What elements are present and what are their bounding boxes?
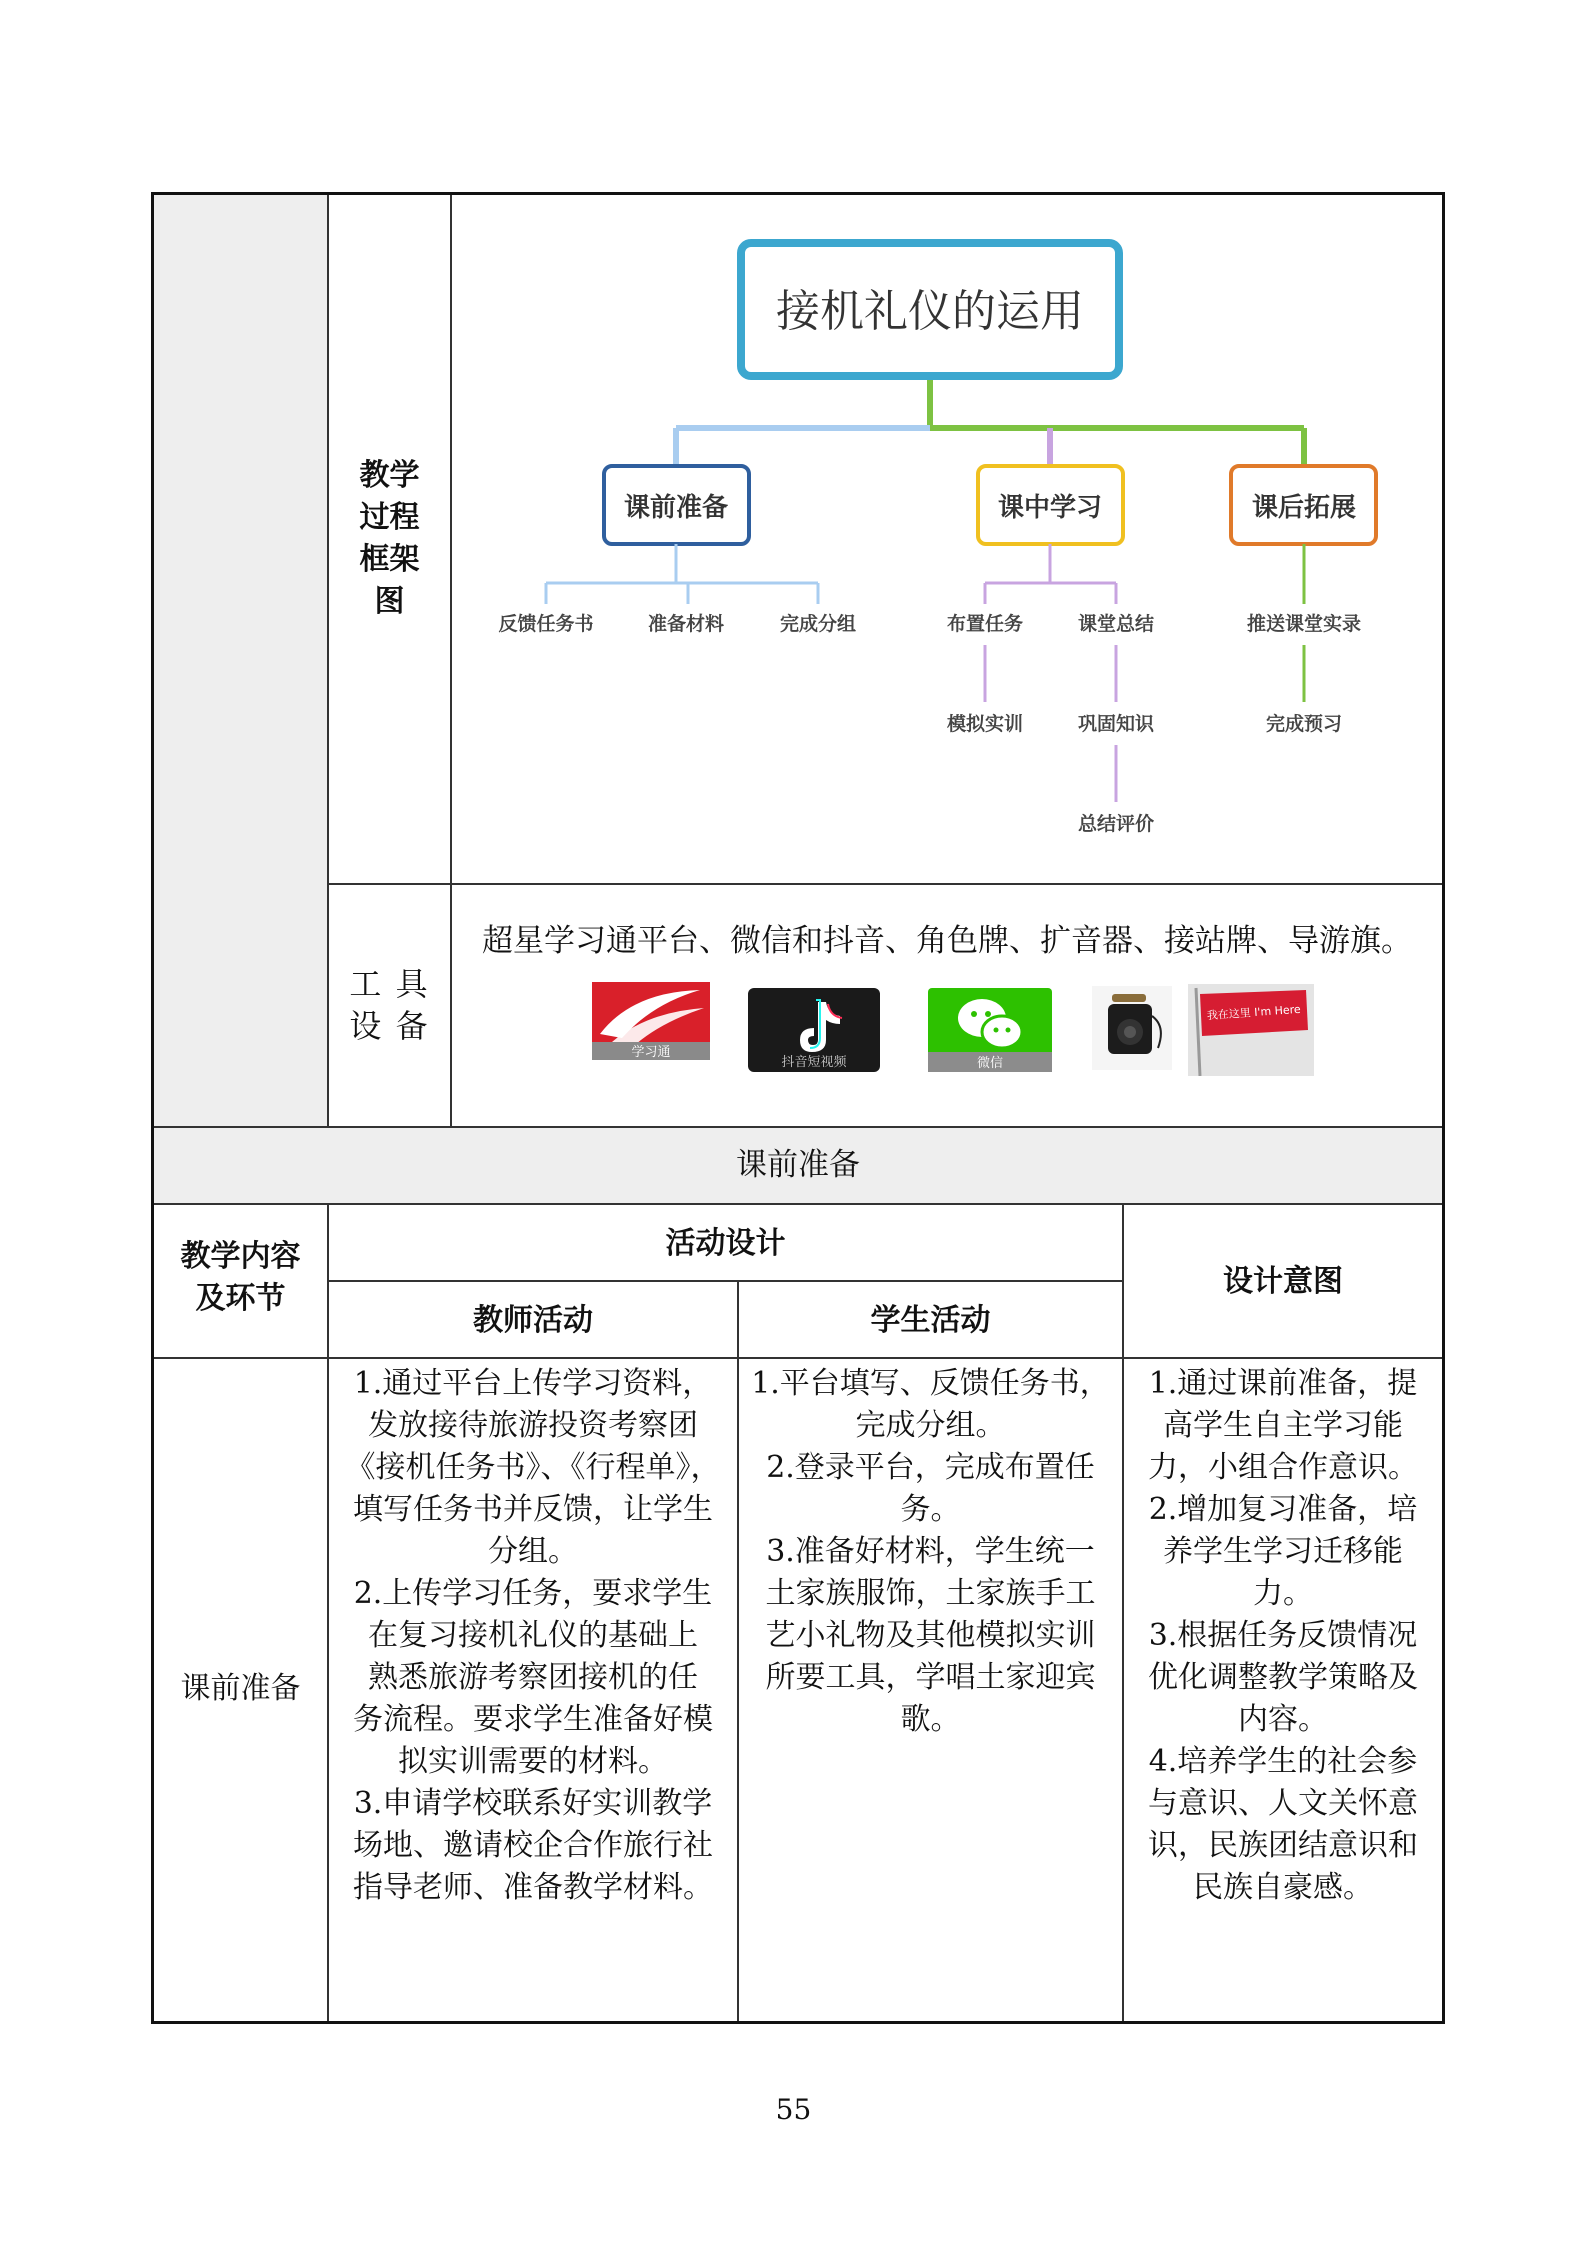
intent-line: 4.培养学生的社会参 [1148,1744,1418,1779]
header-content-stage-line: 教学内容 [180,1239,301,1274]
teacher-activity-text [335,1363,731,1909]
design-intent-text [1128,1363,1438,1909]
framework-diagram [452,196,1442,880]
student-line: 3.准备好材料，学生统一 [766,1534,1095,1569]
icon-caption: 微信 [976,1056,1004,1071]
leaf-label: 总结评价 [1077,813,1155,835]
teacher-line: 指导老师、准备教学材料。 [353,1870,713,1905]
teacher-line: 分组。 [488,1534,578,1569]
header-teacher-activity: 教师活动 [473,1303,593,1338]
student-line: 所要工具，学唱土家迎宾 [765,1660,1096,1695]
teacher-line: 在复习接机礼仪的基础上 [368,1618,698,1653]
student-line: 务。 [900,1492,961,1527]
left-gray-column [154,195,327,1126]
leaf-label: 推送课堂实录 [1246,613,1362,635]
grid-line [154,1357,1442,1359]
teacher-line: 熟悉旅游考察团接机的任 [368,1660,698,1695]
icon-caption: 学习通 [631,1045,671,1060]
student-activity-text [743,1363,1118,1741]
intent-line: 养学生学习迁移能 [1163,1534,1403,1569]
leaf-label: 完成分组 [779,613,857,635]
header-content-stage-line: 及环节 [195,1281,286,1316]
teacher-line: 发放接待旅游投资考察团 [368,1408,698,1443]
tour-flag-photo [1188,984,1314,1076]
intent-line: 力。 [1253,1576,1313,1611]
leaf-label: 完成预习 [1265,713,1343,735]
leaf-label: 课堂总结 [1077,613,1155,635]
grid-line [737,1282,739,2021]
row-label-pre-class: 课前准备 [180,1671,301,1706]
tools-label [329,963,450,1047]
header-content-stage [154,1236,327,1320]
header-student-activity: 学生活动 [870,1303,991,1338]
leaf-label: 模拟实训 [946,713,1024,735]
teacher-line: 务流程。要求学生准备好模 [353,1702,713,1737]
teacher-line: 拟实训需要的材料。 [398,1744,668,1779]
tools-label-line: 工 具 [349,965,430,1003]
grid-line [327,883,1442,885]
framework-label-line: 过程 [359,500,420,535]
student-line: 土家族服饰，土家族手工 [765,1576,1096,1611]
intent-line: 2.增加复习准备，培 [1148,1492,1418,1527]
intent-line: 高学生自主学习能 [1163,1408,1403,1443]
teacher-line: 1.通过平台上传学习资料， [353,1366,713,1401]
student-line: 歌。 [900,1702,961,1737]
intent-line: 优化调整教学策略及 [1148,1660,1418,1695]
grid-line [327,1280,1122,1282]
leaf-label: 反馈任务书 [498,613,594,635]
teacher-line: 3.申请学校联系好实训教学 [353,1786,713,1821]
section-title: 课前准备 [736,1147,860,1183]
intent-line: 民族自豪感。 [1193,1870,1373,1905]
teacher-line: 填写任务书并反馈，让学生 [353,1492,713,1527]
xuexitong-logo [592,982,710,1060]
teacher-line: 场地、邀请校企合作旅行社 [353,1828,713,1863]
douyin-logo [748,988,880,1072]
student-line: 2.登录平台，完成布置任 [766,1450,1095,1485]
branch-label: 课前准备 [623,493,729,523]
intent-line: 识，民族团结意识和 [1148,1828,1418,1863]
intent-line: 3.根据任务反馈情况 [1148,1618,1418,1653]
intent-line: 内容。 [1238,1702,1328,1737]
student-line: 完成分组。 [855,1408,1006,1443]
tools-description: 超星学习通平台、微信和抖音、角色牌、扩音器、接站牌、导游旗。 [482,923,1412,959]
branch-label: 课中学习 [997,493,1103,523]
leaf-label: 准备材料 [647,613,725,635]
page-number: 55 [775,2093,812,2126]
leaf-label: 布置任务 [946,613,1024,635]
student-line: 艺小礼物及其他模拟实训 [765,1618,1096,1653]
framework-label-line: 框架 [359,542,420,577]
header-design-intent: 设计意图 [1223,1264,1343,1299]
wechat-logo [928,988,1052,1072]
teacher-line: 2.上传学习任务，要求学生 [353,1576,713,1611]
grid-line [154,1126,1442,1128]
teacher-line: 《接机任务书》、《行程单》， [345,1450,721,1485]
intent-line: 力，小组合作意识。 [1148,1450,1418,1485]
leaf-label: 巩固知识 [1077,713,1155,735]
grid-line [1122,1205,1124,2021]
student-line: 1.平台填写、反馈任务书， [751,1366,1110,1401]
framework-label-line: 教学 [359,458,420,493]
framework-label-line: 图 [374,584,405,619]
tools-label-line: 设 备 [349,1007,430,1045]
intent-line: 1.通过课前准备，提 [1148,1366,1418,1401]
branch-label: 课后拓展 [1251,493,1357,523]
icon-caption: 我在这里 I'm Here [1206,1002,1302,1023]
header-activity-design: 活动设计 [665,1226,786,1261]
framework-label [329,455,450,623]
loudspeaker-photo [1092,986,1172,1070]
intent-line: 与意识、人文关怀意 [1148,1786,1418,1821]
root-node-label: 接机礼仪的运用 [776,286,1084,337]
icon-caption: 抖音短视频 [781,1055,847,1070]
grid-line [154,1203,1442,1205]
